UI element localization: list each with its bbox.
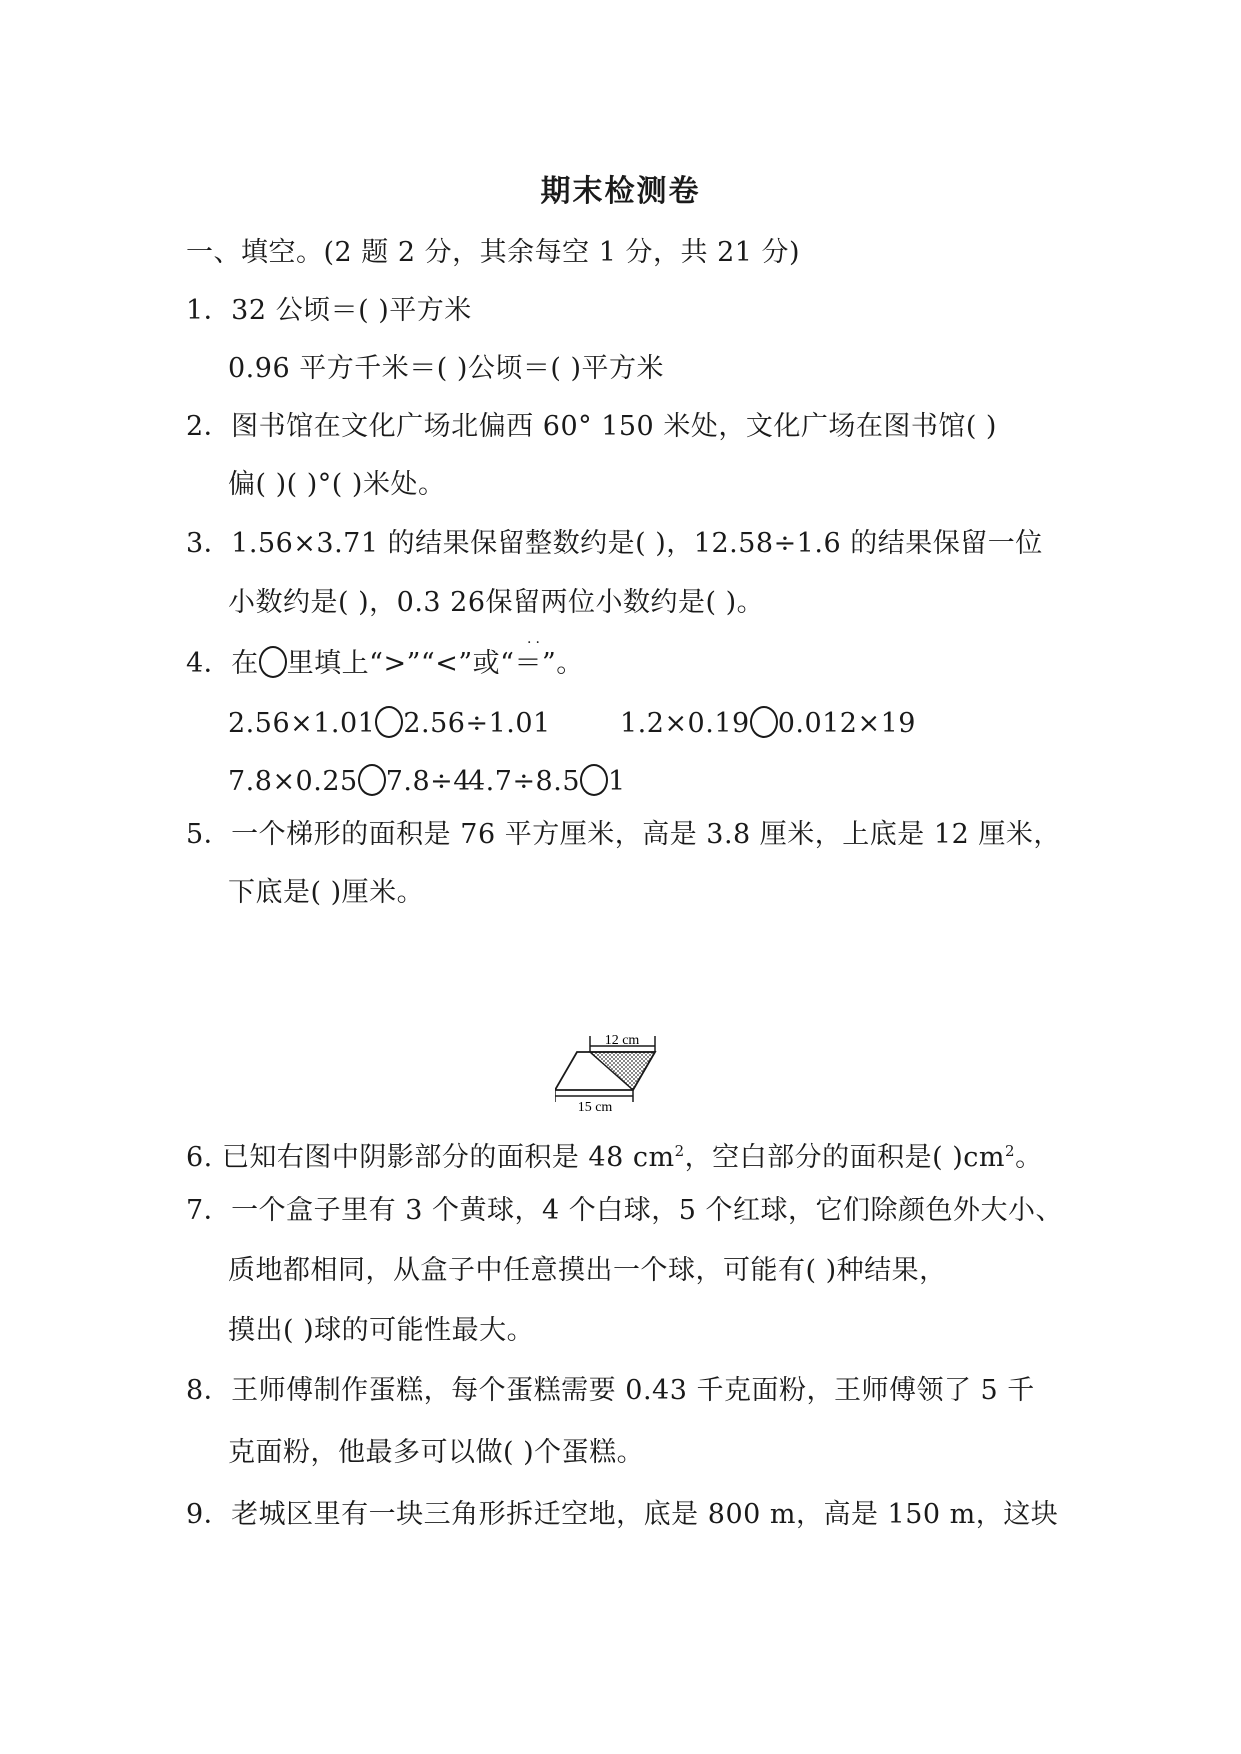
comparison-a1-left: 2.56×1.01: [228, 708, 376, 739]
question-7-line-2: 质地都相同，从盒子中任意摸出一个球，可能有( )种结果，: [228, 1255, 947, 1286]
question-5-line-2: 下底是( )厘米。: [228, 877, 425, 908]
comparison-b1-left: 1.2×0.19: [620, 708, 750, 739]
question-7-line-3: 摸出( )球的可能性最大。: [228, 1315, 535, 1346]
comparison-circle[interactable]: [358, 764, 386, 796]
question-4-prompt: [186, 646, 584, 681]
comparison-b1-right: 0.012×19: [777, 708, 916, 739]
question-2-line-1: 2．图书馆在文化广场北偏西 60° 150 米处，文化广场在图书馆( ): [186, 411, 997, 442]
question-4-prompt-start: 4．在: [186, 648, 259, 679]
question-6-part-a: 6. 已知右图中阴影部分的面积是 48 cm: [186, 1142, 675, 1173]
question-1-line-1: 1．32 公顷＝( )平方米: [186, 295, 472, 326]
question-3-line-1: 3．1.56×3.71 的结果保留整数约是( )，12.58÷1.6 的结果保留一位: [186, 528, 1043, 559]
question-3-line-2: 小数约是( )，0.3 26保留两位小数约是( )。: [228, 587, 765, 618]
page-title: 期末检测卷: [540, 174, 701, 209]
comparison-b2-right: 1: [608, 766, 626, 797]
question-6-part-b: ，空白部分的面积是( )cm: [684, 1142, 1006, 1173]
question-5-line-1: 5．一个梯形的面积是 76 平方厘米，高是 3.8 厘米，上底是 12 厘米，: [186, 819, 1061, 850]
comparison-a2-left: 7.8×0.25: [228, 766, 358, 797]
comparison-a1: [228, 706, 551, 741]
question-8-line-2: 克面粉，他最多可以做( )个蛋糕。: [228, 1437, 645, 1468]
comparison-circle[interactable]: [750, 706, 778, 738]
question-4-prompt-end: 里填上“>”“<”或“＝”。: [286, 648, 584, 679]
shaded-region: [590, 1052, 655, 1090]
comparison-circle[interactable]: [375, 706, 403, 738]
figure-top-label: 12 cm: [604, 1033, 640, 1048]
question-6: [186, 1134, 1043, 1175]
trapezoid-figure: [555, 1032, 685, 1114]
superscript: 2: [674, 1142, 685, 1160]
repeating-decimal-dots: ··: [527, 635, 544, 651]
question-1-line-2: 0.96 平方千米＝( )公顷＝( )平方米: [228, 353, 664, 384]
superscript: 2: [1005, 1142, 1016, 1160]
comparison-circle[interactable]: [580, 764, 608, 796]
comparison-a1-right: 2.56÷1.01: [403, 708, 551, 739]
comparison-a2: [228, 764, 471, 799]
comparison-a2-right: 7.8÷4: [385, 766, 471, 797]
question-6-part-c: 。: [1015, 1142, 1043, 1173]
comparison-b2-left: 4.7÷8.5: [468, 766, 581, 797]
question-9-line-1: 9．老城区里有一块三角形拆迁空地，底是 800 m，高是 150 m，这块: [186, 1499, 1059, 1530]
comparison-circle: [259, 646, 287, 678]
section-heading: 一、填空。(2 题 2 分，其余每空 1 分，共 21 分): [186, 237, 801, 268]
question-7-line-1: 7．一个盒子里有 3 个黄球，4 个白球，5 个红球，它们除颜色外大小、: [186, 1195, 1064, 1226]
comparison-b1: [620, 706, 916, 741]
question-8-line-1: 8．王师傅制作蛋糕，每个蛋糕需要 0.43 千克面粉，王师傅领了 5 千: [186, 1375, 1035, 1406]
question-2-line-2: 偏( )( )°( )米处。: [228, 469, 446, 500]
figure-bottom-label: 15 cm: [577, 1100, 613, 1114]
comparison-b2: [468, 764, 626, 799]
